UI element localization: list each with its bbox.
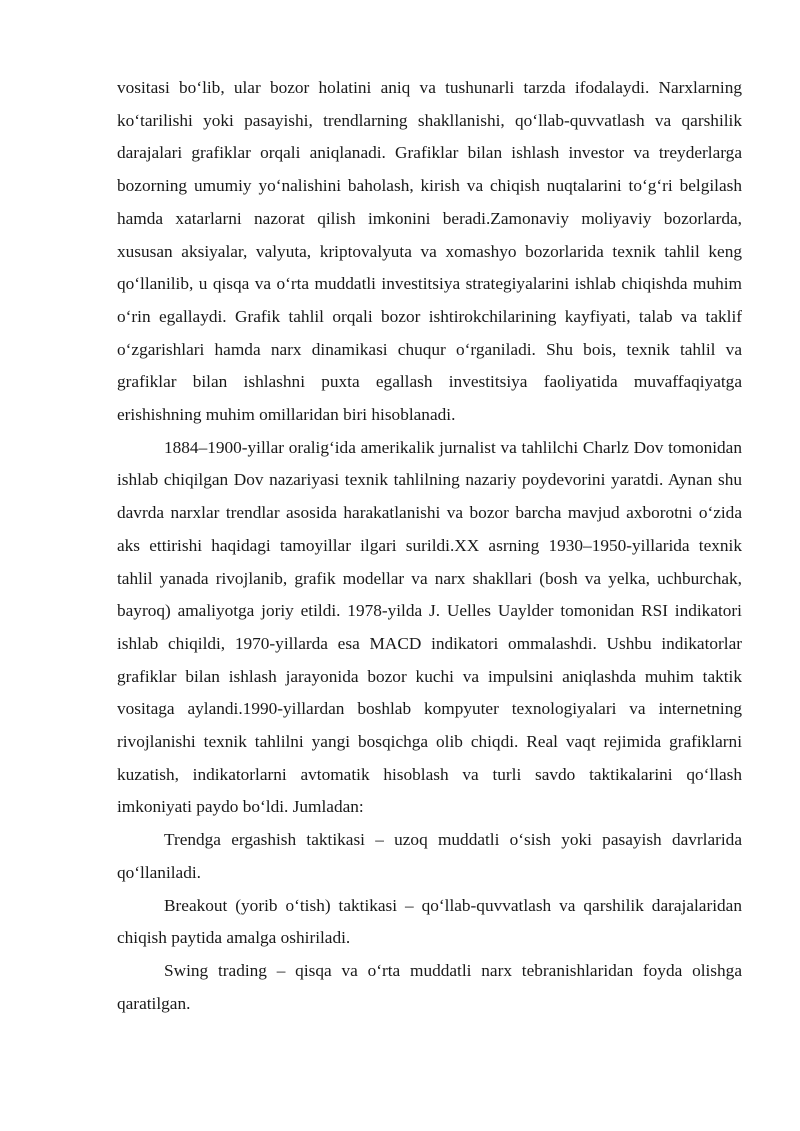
paragraph-trend-following: Trendga ergashish taktikasi – uzoq muddatli o‘sish yoki pasayish davrlarida qo‘llaniladi.: [117, 830, 742, 882]
document-body: [117, 72, 742, 1020]
paragraph-intro-continuation: vositasi bo‘lib, ular bozor holatini aniq va tushunarli tarzda ifodalaydi. Narxlarning ko‘tarilishi yoki pasayishi, trendlarning shakllanishi, qo‘llab-quvvatlash va qarshilik darajalari grafiklar orqali aniqlanadi. Grafiklar bilan ishlash investor va treyderlarga bozorning umumiy yo‘nalishini baholash, kirish va chiqish nuqtalarini to‘g‘ri belgilash hamda xatarlarni nazorat qilish imkonini beradi.Zamonaviy moliyaviy bozorlarda, xususan aksiyalar, valyuta, kriptovalyuta va xomashyo bozorlarida texnik tahlil keng qo‘llanilib, u qisqa va o‘rta muddatli investitsiya strategiyalarini ishlab chiqishda muhim o‘rin egallaydi. Grafik tahlil orqali bozor ishtirokchilarining kayfiyati, talab va taklif o‘zgarishlari hamda narx dinamikasi chuqur o‘rganiladi. Shu bois, texnik tahlil va grafiklar bilan ishlashni puxta egallash investitsiya faoliyatida muvaffaqiyatga erishishning muhim omillaridan biri hisoblanadi.: [117, 78, 742, 425]
paragraph-breakout: Breakout (yorib o‘tish) taktikasi – qo‘llab-quvvatlash va qarshilik darajalaridan chiqish paytida amalga oshiriladi.: [117, 895, 742, 948]
paragraph-swing-trading: Swing trading – qisqa va o‘rta muddatli narx tebranishlaridan foyda olishga qaratilgan.: [117, 960, 742, 1013]
paragraph-history: 1884–1900-yillar oralig‘ida amerikalik jurnalist va tahlilchi Charlz Dov tomonidan ishlab chiqilgan Dov nazariyasi texnik tahlilning nazariy poydevorini yaratdi. Aynan shu davrda narxlar trendlar asosida harakatlanishi va bozor barcha mavjud axborotni o‘zida aks ettirishi haqidagi tamoyillar ilgari surildi.XX asrning 1930–1950-yillarida texnik tahlil yanada rivojlanib, grafik modellar va narx shakllari (bosh va yelka, uchburchak, bayroq) amaliyotga joriy etildi. 1978-yilda J. Uelles Uaylder tomonidan RSI indikatori ishlab chiqildi, 1970-yillarda esa MACD indikatori ommalashdi. Ushbu indikatorlar grafiklar bilan ishlash jarayonida bozor kuchi va impulsini aniqlashda muhim taktik vositaga aylandi.1990-yillardan boshlab kompyuter texnologiyalari va internetning rivojlanishi texnik tahlilni yangi bosqichga olib chiqdi. Real vaqt rejimida grafiklarni kuzatish, indikatorlarni avtomatik hisoblash va turli savdo taktikalarini qo‘llash imkoniyati paydo bo‘ldi. Jumladan:: [117, 437, 742, 817]
